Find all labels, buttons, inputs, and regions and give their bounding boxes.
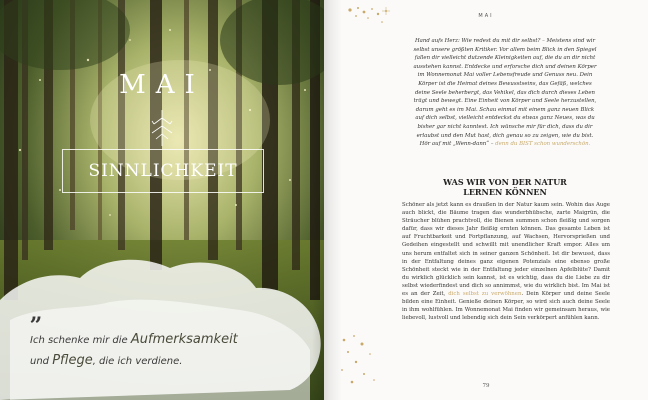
quote-word-aufmerksamkeit: Aufmerksamkeit [130, 332, 238, 347]
section-heading: WAS WIR VON DER NATUR LERNEN KÖNNEN [443, 177, 567, 197]
running-head: MAI [478, 13, 494, 19]
branch-ornament-icon [148, 108, 176, 148]
chapter-subtitle-sinnlichkeit: SINNLICHKEIT [88, 161, 238, 181]
chapter-subtitle-frame [62, 149, 264, 193]
affirmation-quote [30, 330, 310, 372]
body-paragraph: Schöner als jetzt kann es draußen in der Natur kaum sein. Wohin das Auge auch blickt, die Bäume tragen das wunderbhübsche, zarte Maigrün, die Sträucher blühen prachtvoll, die Bienen summen schon fleißig und sorgen dafür, dass wir dieses Jahr fleißig ernten können. Das gesamte Leben ist auf Fruchtbarkeit und Fortpflanzung, auf Wachsen, Hervorsprießen und Gedeihen eingestellt und schwillt mit unendlicher Kraft empor. Alles um uns herum entfaltet sich in seiner ganzen Schönheit. Ist dir bewusst, dass in der Entfaltung deines ganz eigenen Potenzials eine ebenso große Schönheit steckt wie in der Entfaltung jeder einzelnen Apfelblüte? Damit du wirklich glücklich sein kannst, ist es wichtig, dass du die Liebe zu dir selbst wiederfindest und dich so annimmst, wie du wirklich bist. Im Mai ist es an der Zeit, dich selbst zu verwöhnen. Dein Körper und deine Seele bilden eine Einheit. Genieße deinen Körper, so wird sich auch deine Seele in ihm wohlfühlen. Im Wonnemonat Mai finden wir gemeinsam heraus, wie liebevoll, lustvoll und lebendig sich dein Sein verkörpert anfühlen kann. [402, 202, 610, 322]
quote-line-2: und Pflege, die ich verdiene. [30, 353, 183, 368]
intro-paragraph: Hand aufs Herz: Wie redest du mit dir selbst? – Meistens sind wir selbst unsere größten Kritiker. Vor allem beim Blick in den Spiegel fallen dir vielleicht dutzende Kleinigkeiten auf, die du an dir nicht ausstehen kannst. Entdecke und erforsche dich und deinen Körper im Wonnemonat Mai voller Lebensfreude und Genuss neu. Dein Körper ist die Heimat deines Bewusstseins, das Gefäß, welches deine Seele beherbergt, das Vehikel, das dich durch dieses Leben trägt und bewegt. Eine Einheit von Körper und Seele herzustellen, darum geht es im Mai. Schau einmal mit einem ganz neuen Blick auf dich selbst, vielleicht entdeckst du etwas ganz Neues, was du bisher gar nicht kanntest. Ich wünsche mir für dich, dass du dir erlaubst und den Mut hast, dich genau so zu zeigen, wie du bist. Hör auf mit „Wenn-dann“ – denn du BIST schon wunderschön. [413, 38, 597, 148]
gold-dots-bottom-icon [334, 330, 390, 390]
quote-line-1: Ich schenke mir die Aufmerksamkeit [30, 332, 238, 347]
body-highlight: dich selbst zu verwöhnen [448, 291, 522, 298]
right-page-text [324, 0, 648, 400]
page-number: 79 [482, 383, 490, 389]
intro-highlight: denn du BIST schon wunderschön. [495, 141, 591, 148]
watercolor-cloud [0, 250, 324, 400]
quote-word-verdiene: verdiene [135, 356, 180, 367]
quote-mark: „ [30, 300, 43, 326]
quote-word-pflege: Pflege [52, 353, 93, 368]
chapter-title-mai: MAI [119, 70, 205, 100]
